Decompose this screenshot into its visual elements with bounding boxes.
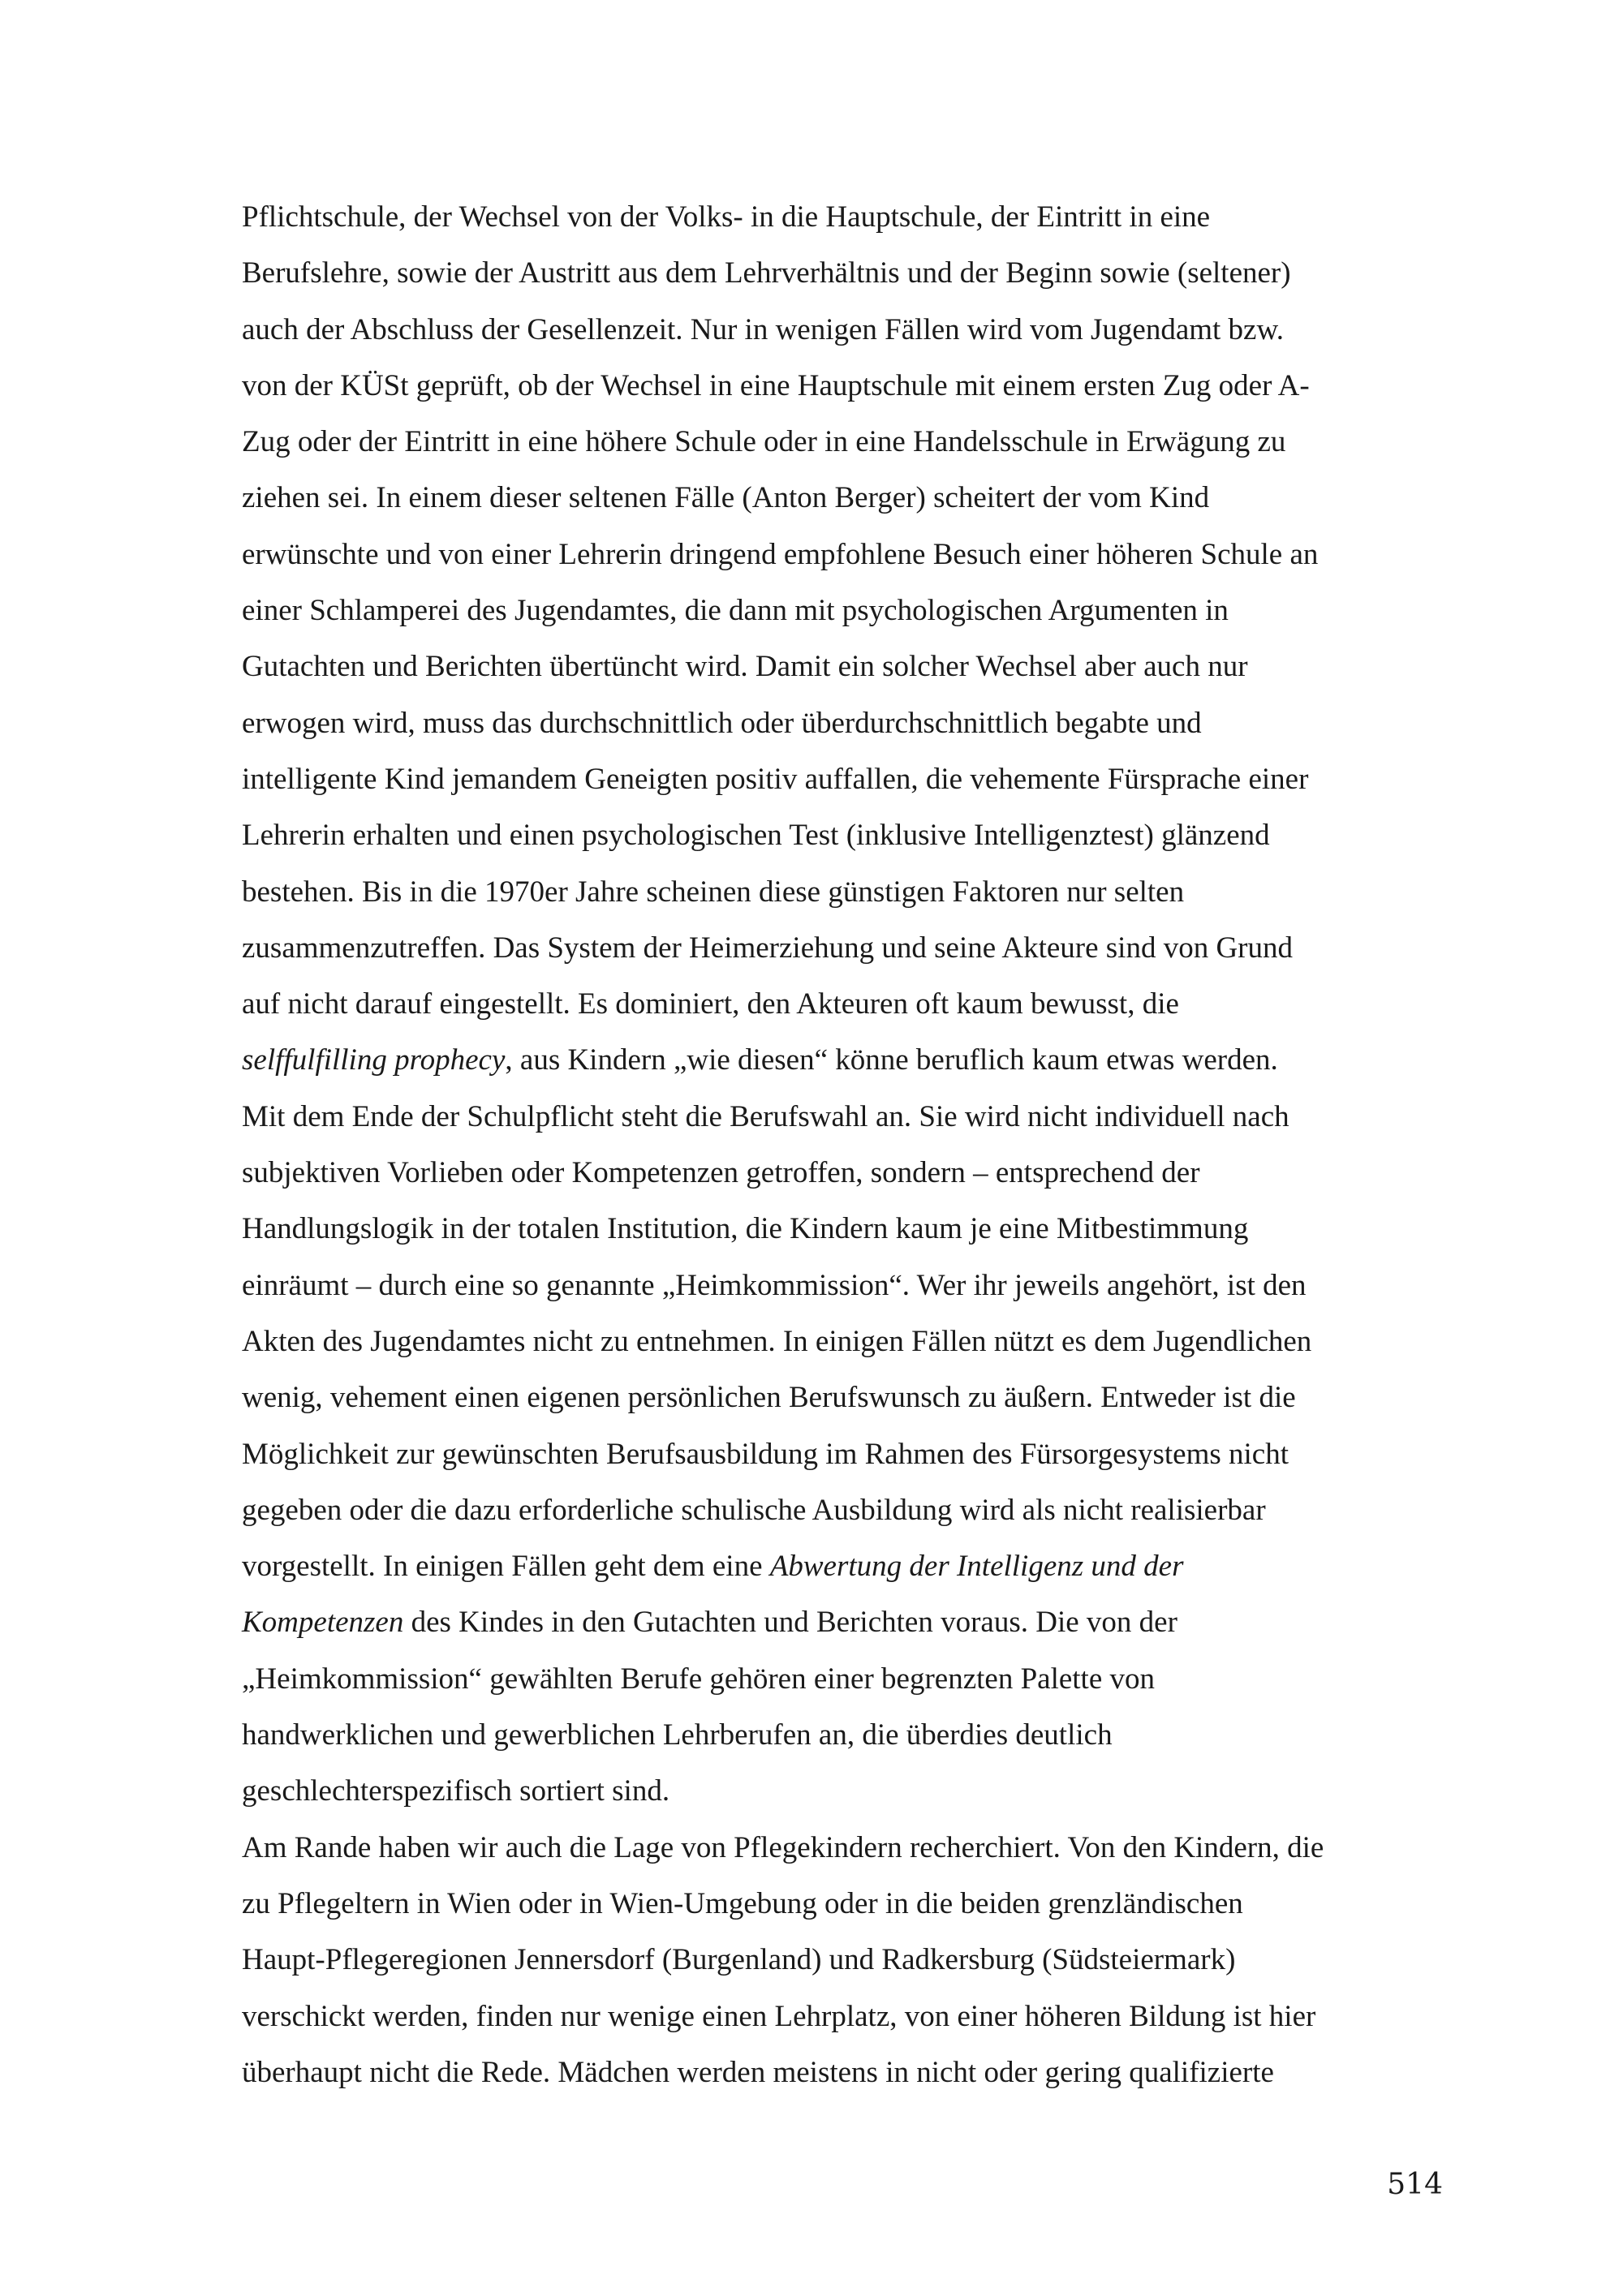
text-fragment: des Kindes in den Gutachten und Berichten voraus. Die von der	[403, 1606, 1177, 1640]
body-text	[242, 189, 1443, 2100]
text-fragment: , aus Kindern „wie diesen“ könne beruflich kaum etwas werden.	[505, 1043, 1278, 1077]
text-fragment: vorgestellt. In einigen Fällen geht dem eine	[242, 1550, 770, 1584]
italic-term: Kompetenzen	[242, 1606, 404, 1640]
text-line: überhaupt nicht die Rede. Mädchen werden meistens in nicht oder gering qualifizierte	[242, 2055, 1274, 2089]
text-line: „Heimkommission“ gewählten Berufe gehören einer begrenzten Palette von	[242, 1662, 1156, 1696]
text-line: Zug oder der Eintritt in eine höhere Schule oder in eine Handelsschule in Erwägung zu	[242, 425, 1286, 459]
text-line: geschlechterspezifisch sortiert sind.	[242, 1774, 670, 1808]
text-line: Akten des Jugendamtes nicht zu entnehmen. In einigen Fällen nützt es dem Jugendlichen	[242, 1324, 1312, 1358]
text-line: Pflichtschule, der Wechsel von der Volks- in die Hauptschule, der Eintritt in eine	[242, 200, 1211, 234]
text-line: auch der Abschluss der Gesellenzeit. Nur in wenigen Fällen wird vom Jugendamt bzw.	[242, 312, 1285, 346]
text-line: zusammenzutreffen. Das System der Heimerziehung und seine Akteure sind von Grund	[242, 931, 1293, 965]
text-line: einer Schlamperei des Jugendamtes, die dann mit psychologischen Argumenten in	[242, 594, 1229, 628]
text-line: Möglichkeit zur gewünschten Berufsausbildung im Rahmen des Fürsorgesystems nicht	[242, 1437, 1289, 1471]
text-line: Haupt-Pflegeregionen Jennersdorf (Burgenland) und Radkersburg (Südsteiermark)	[242, 1943, 1236, 1977]
text-line: gegeben oder die dazu erforderliche schulische Ausbildung wird als nicht realisierbar	[242, 1493, 1266, 1527]
page-number: 514	[1387, 2168, 1443, 2201]
text-line: zu Pflegeltern in Wien oder in Wien-Umgebung oder in die beiden grenzländischen	[242, 1886, 1243, 1920]
text-line: bestehen. Bis in die 1970er Jahre scheinen diese günstigen Faktoren nur selten	[242, 875, 1185, 909]
text-line: subjektiven Vorlieben oder Kompetenzen getroffen, sondern – entsprechend der	[242, 1156, 1200, 1190]
italic-term: Abwertung der Intelligenz und der	[769, 1550, 1184, 1584]
text-line: Lehrerin erhalten und einen psychologischen Test (inklusive Intelligenztest) glänzend	[242, 819, 1270, 853]
text-line: auf nicht darauf eingestellt. Es dominiert, den Akteuren oft kaum bewusst, die	[242, 987, 1179, 1021]
text-line: Handlungslogik in der totalen Institution, die Kindern kaum je eine Mitbestimmung	[242, 1212, 1249, 1246]
text-line: einräumt – durch eine so genannte „Heimkommission“. Wer ihr jeweils angehört, ist den	[242, 1268, 1307, 1302]
text-line: intelligente Kind jemandem Geneigten positiv auffallen, die vehemente Fürsprache einer	[242, 762, 1309, 796]
text-line: erwünschte und von einer Lehrerin dringend empfohlene Besuch einer höheren Schule an	[242, 537, 1319, 571]
text-line: Gutachten und Berichten übertüncht wird. Damit ein solcher Wechsel aber auch nur	[242, 650, 1248, 684]
text-line: von der KÜSt geprüft, ob der Wechsel in eine Hauptschule mit einem ersten Zug oder A-	[242, 368, 1310, 402]
text-line: ziehen sei. In einem dieser seltenen Fälle (Anton Berger) scheitert der vom Kind	[242, 481, 1210, 515]
text-line-mixed	[242, 1032, 1443, 1088]
text-line-mixed	[242, 1594, 1443, 1650]
text-line: Berufslehre, sowie der Austritt aus dem Lehrverhältnis und der Beginn sowie (seltener)	[242, 256, 1291, 290]
italic-term: selffulfilling prophecy	[242, 1043, 506, 1077]
text-line: Mit dem Ende der Schulpflicht steht die Berufswahl an. Sie wird nicht individuell nach	[242, 1099, 1289, 1133]
text-line: handwerklichen und gewerblichen Lehrberufen an, die überdies deutlich	[242, 1718, 1113, 1752]
text-line: wenig, vehement einen eigenen persönlichen Berufswunsch zu äußern. Entweder ist die	[242, 1381, 1296, 1415]
text-line-mixed	[242, 1538, 1443, 1594]
text-line: verschickt werden, finden nur wenige einen Lehrplatz, von einer höheren Bildung ist hier	[242, 1999, 1316, 2033]
text-line: erwogen wird, muss das durchschnittlich oder überdurchschnittlich begabte und	[242, 706, 1202, 740]
text-line: Am Rande haben wir auch die Lage von Pflegekindern recherchiert. Von den Kindern, die	[242, 1830, 1324, 1864]
